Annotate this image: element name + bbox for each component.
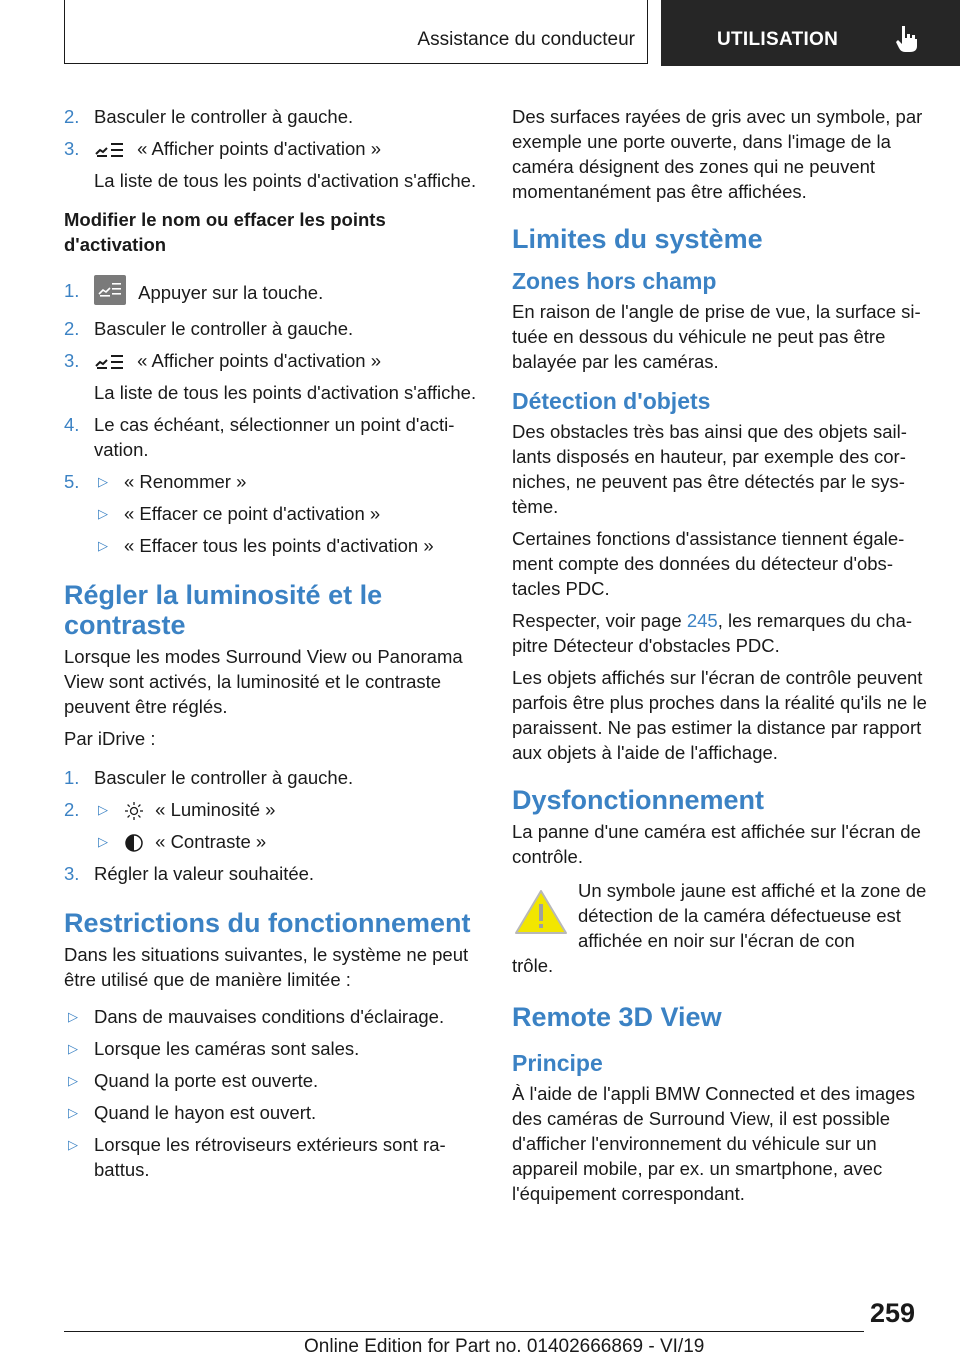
activation-points-icon (94, 140, 126, 160)
heading-principle: Principe (512, 1050, 603, 1076)
list-item (64, 797, 479, 822)
heading-remote-3d-view: Remote 3D View (512, 1002, 722, 1032)
activation-points-icon (94, 352, 126, 372)
paragraph-grey-areas: Des surfaces rayées de gris avec un symbole, par exemple une porte ouverte, dans l'image de la caméra désignent des zones qui ne peuvent momentanément pas être affichées. (512, 106, 923, 202)
warning-triangle-icon (514, 888, 568, 936)
list-item (64, 765, 479, 790)
footer-edition: Online Edition for Part no. 01402666869 - VI/19 (304, 1336, 705, 1357)
list-item (64, 412, 479, 462)
paragraph-objects: Les objets affichés sur l'écran de contrôle peuvent parfois être plus proches dans la réalité qu'ils ne le paraissent. Ne pas estimer la distance par rapport aux objets à l'aide de l'affichage. (512, 667, 927, 763)
list-number: 3. (64, 863, 80, 884)
list-text: Appuyer sur la touche. (138, 282, 324, 303)
list-text: Basculer le controller à gauche. (94, 106, 354, 127)
list-number: 2. (64, 318, 80, 339)
list-text: « Afficher points d'activation » (137, 350, 381, 371)
bullet-item (64, 1100, 479, 1125)
triangle-bullet: ▷ (98, 834, 108, 849)
list-text: « Effacer tous les points d'activation » (124, 535, 434, 556)
heading-object-detection: Détection d'objets (512, 388, 711, 414)
bullet-item (64, 1068, 479, 1093)
header-section-box (64, 0, 648, 64)
list-text: « Effacer ce point d'activation » (124, 503, 381, 524)
sub-list-item (94, 829, 479, 854)
paragraph-luminosity: Lorsque les modes Surround View ou Panorama View sont activés, la luminosité et le contraste peuvent être réglés. (64, 646, 463, 717)
list-number: 5. (64, 471, 80, 492)
list-item (64, 316, 479, 341)
warning-text: Un symbole jaune est affiché et la zone de détection de la caméra défectueuse est affichée en noir sur l'écran de con (578, 880, 927, 951)
triangle-bullet: ▷ (68, 1041, 78, 1056)
heading-malfunction: Dysfonctionnement (512, 785, 765, 815)
list-extra-text: La liste de tous les points d'activation s'affiche. (94, 382, 477, 403)
bullet-text: Quand le hayon est ouvert. (94, 1102, 317, 1123)
paragraph-detection-2: Certaines fonctions d'assistance tiennent également compte des données du détecteur d'obstacles PDC. (512, 528, 905, 599)
list-text: « Luminosité » (155, 799, 276, 820)
paragraph-respect (512, 608, 928, 658)
bullet-text: Quand la porte est ouverte. (94, 1070, 319, 1091)
list-number: 1. (64, 280, 80, 301)
triangle-bullet: ▷ (68, 1105, 78, 1120)
sub-list-item (94, 501, 479, 526)
brightness-icon (124, 801, 144, 821)
page-header (64, 0, 960, 66)
subheading-modify: Modifier le nom ou effacer les points d'activation (64, 209, 386, 255)
header-chapter-box (661, 0, 960, 66)
sub-list-item (94, 533, 479, 558)
list-text: « Afficher points d'activation » (137, 138, 381, 159)
triangle-bullet: ▷ (68, 1009, 78, 1024)
list-number: 2. (64, 106, 80, 127)
header-section-title: Assistance du conducteur (417, 29, 635, 50)
list-number: 3. (64, 350, 80, 371)
bullet-text: Lorsque les rétroviseurs extérieurs sont rabattus. (94, 1134, 446, 1180)
heading-system-limits: Limites du système (512, 224, 763, 254)
list-text: Régler la valeur souhaitée. (94, 863, 315, 884)
contrast-icon (124, 833, 144, 853)
list-text: « Renommer » (124, 471, 247, 492)
respect-text-pre: Respecter, voir page (512, 610, 687, 631)
list-item (64, 136, 479, 193)
bullet-text: Lorsque les caméras sont sales. (94, 1038, 360, 1059)
list-item (64, 861, 479, 886)
page-number: 259 (870, 1298, 916, 1328)
right-column (512, 104, 928, 1213)
list-item (64, 348, 479, 405)
triangle-bullet: ▷ (68, 1073, 78, 1088)
bullet-item (64, 1004, 479, 1029)
list-number: 4. (64, 414, 80, 435)
bullet-item (64, 1132, 479, 1182)
paragraph-malfunction: La panne d'une caméra est affichée sur l'écran de contrôle. (512, 821, 921, 867)
list-item (64, 469, 479, 494)
paragraph-principle: À l'aide de l'appli BMW Connected et des images des caméras de Surround View, il est possible d'afficher l'environnement du véhicule sur un appareil mobile, par ex. un smartphone, avec l'équipement correspondant. (512, 1083, 915, 1204)
list-text: « Contraste » (155, 831, 267, 852)
paragraph-detection-1: Des obstacles très bas ainsi que des objets saillants disposés en hauteur, par exemple des corniches, ne peuvent pas être détectés par le système. (512, 421, 907, 517)
list-number: 3. (64, 138, 80, 159)
page-link[interactable]: 245 (686, 610, 718, 631)
footer-divider (64, 1331, 864, 1332)
heading-blind-zones: Zones hors champ (512, 268, 717, 294)
triangle-bullet: ▷ (98, 506, 108, 521)
hand-pointer-icon (893, 24, 921, 54)
left-column (64, 104, 479, 1189)
bullet-text: Dans de mauvaises conditions d'éclairage. (94, 1006, 445, 1027)
list-text: Basculer le controller à gauche. (94, 318, 354, 339)
heading-restrictions: Restrictions du fonctionnement (64, 908, 471, 938)
triangle-bullet: ▷ (98, 474, 108, 489)
paragraph-restrictions: Dans les situations suivantes, le système ne peut être utilisé que de manière limitée : (64, 944, 469, 990)
sub-list (94, 797, 479, 822)
list-item (64, 275, 479, 309)
respect-text-post: , les remarques du chapitre Détecteur d'obstacles PDC. (512, 610, 913, 656)
bullet-item (64, 1036, 479, 1061)
triangle-bullet: ▷ (98, 802, 108, 817)
list-number: 2. (64, 799, 80, 820)
header-chapter-title: UTILISATION (717, 29, 839, 50)
triangle-bullet: ▷ (68, 1137, 78, 1152)
paragraph-blind-zones: En raison de l'angle de prise de vue, la surface située en dessous du véhicule ne peut pas être balayée par les caméras. (512, 301, 921, 372)
warning-text-tail: trôle. (512, 955, 554, 976)
list-number: 1. (64, 767, 80, 788)
list-extra-text: La liste de tous les points d'activation s'affiche. (94, 170, 477, 191)
list-item (64, 104, 479, 129)
paragraph-idrive: Par iDrive : (64, 728, 156, 749)
triangle-bullet: ▷ (98, 538, 108, 553)
list-text: Le cas échéant, sélectionner un point d'activation. (94, 414, 455, 460)
camera-button-icon (94, 275, 126, 305)
warning-note (512, 878, 928, 953)
heading-luminosity: Régler la luminosité et le contraste (64, 580, 383, 640)
sub-list (94, 469, 479, 494)
list-text: Basculer le controller à gauche. (94, 767, 354, 788)
